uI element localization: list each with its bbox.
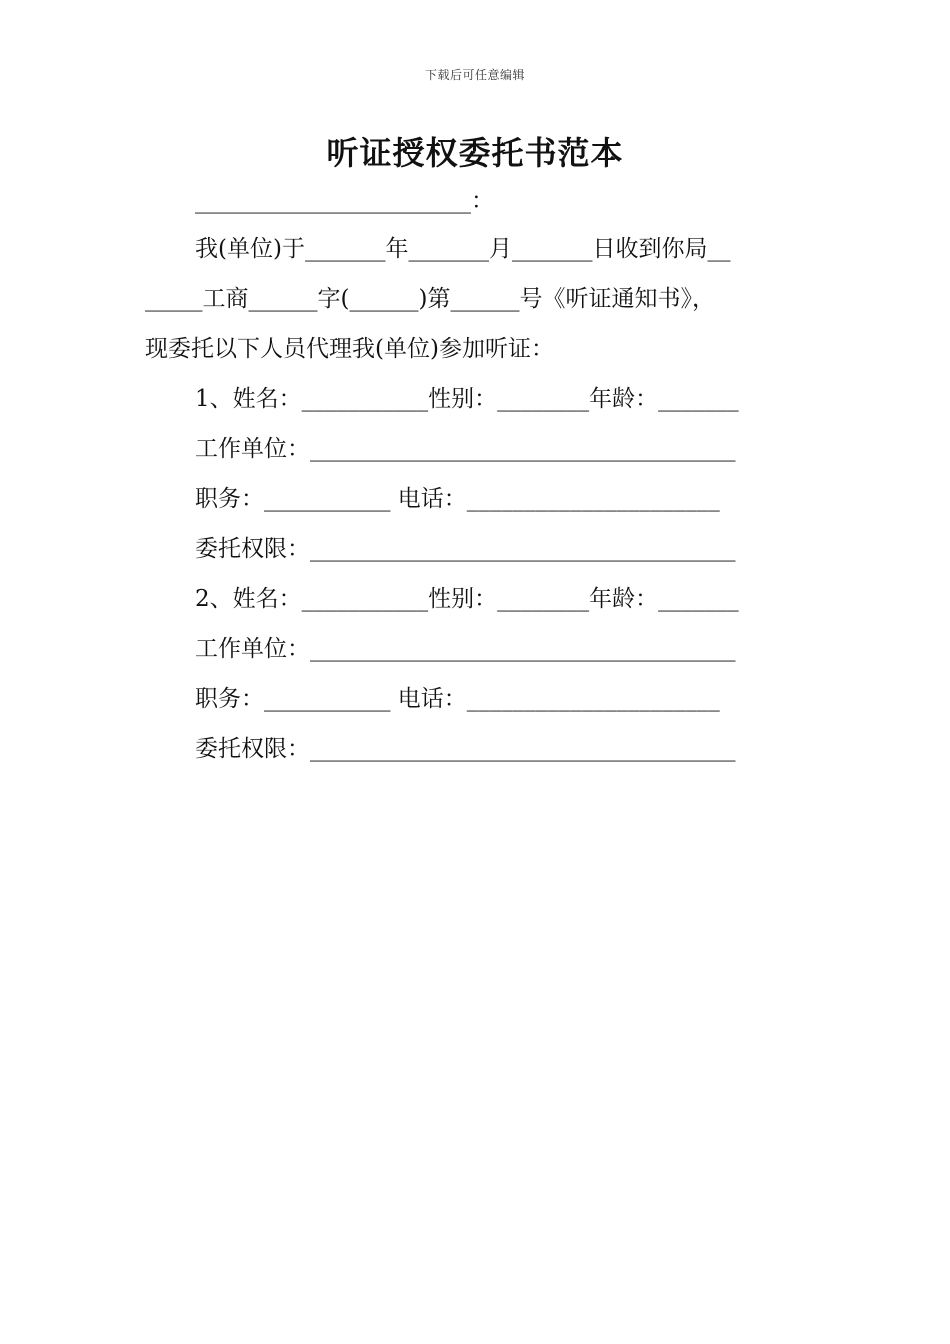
agent-2-position-phone: 职务：___________ 电话：______________________	[195, 686, 720, 712]
body-text-line-1: 我(单位)于_______年_______月_______日收到你局__	[195, 236, 731, 262]
body-text-line-2: _____工商______字(______)第______号《听证通知书》，	[145, 286, 715, 312]
body-text-line-3: 现委托以下人员代理我(单位)参加听证：	[145, 336, 554, 362]
agent-1-authority: 委托权限：_____________________________________	[195, 536, 736, 562]
addressee-line: ________________________：	[195, 188, 494, 214]
agent-2-workplace: 工作单位：_____________________________________	[195, 636, 736, 662]
agent-2-authority: 委托权限：_____________________________________	[195, 736, 736, 762]
page-header-note: 下载后可任意编辑	[424, 68, 525, 82]
agent-1-position-phone: 职务：___________ 电话：______________________	[195, 486, 720, 512]
agent-1-name-gender-age: 1、姓名：___________性别：________年龄：_______	[195, 386, 739, 412]
agent-2-name-gender-age: 2、姓名：___________性别：________年龄：_______	[195, 586, 739, 612]
document-title: 听证授权委托书范本	[326, 134, 624, 172]
agent-1-workplace: 工作单位：_____________________________________	[195, 436, 736, 462]
